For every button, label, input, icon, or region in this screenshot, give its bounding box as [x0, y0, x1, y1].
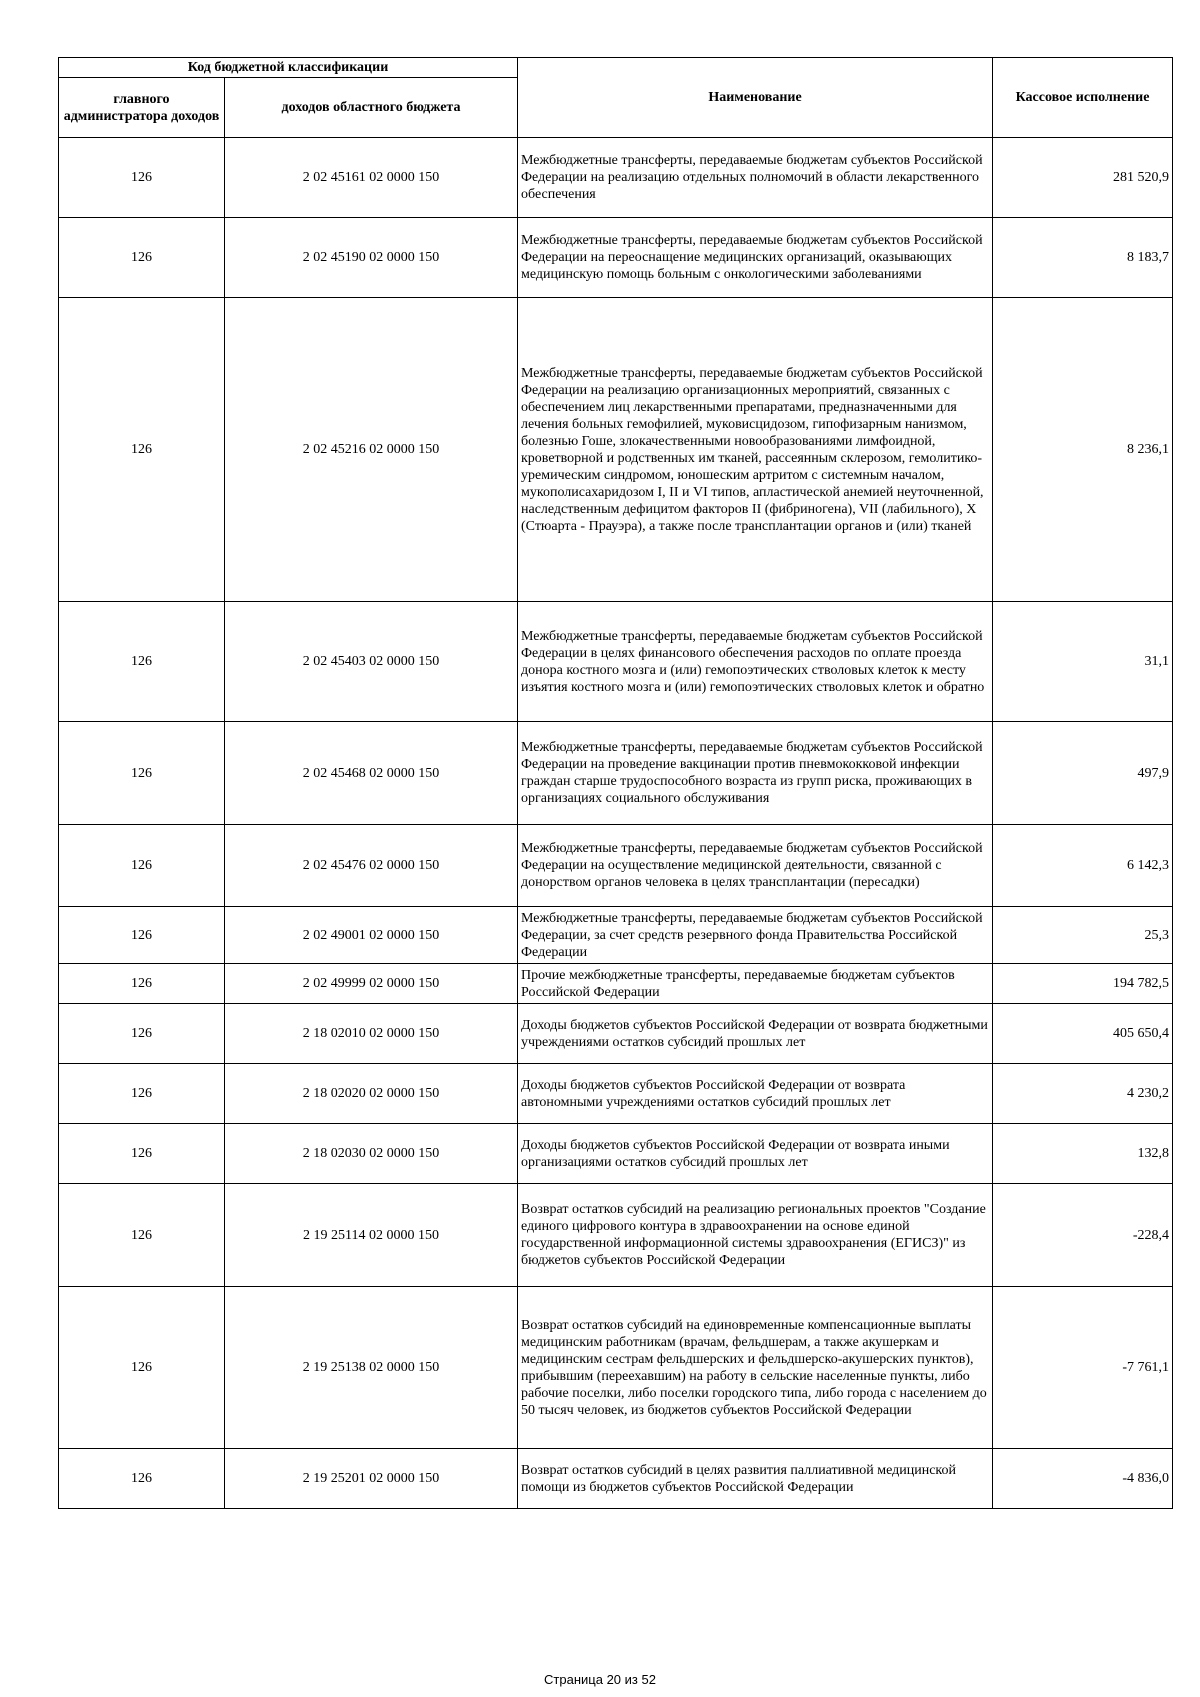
amount-cell: 8 183,7 — [993, 218, 1173, 298]
name-cell: Межбюджетные трансферты, передаваемые бюджетам субъектов Российской Федерации, за счет средств резервного фонда Правительства Российской Федерации — [518, 907, 993, 964]
admin-code-cell: 126 — [59, 1064, 225, 1124]
amount-cell: -228,4 — [993, 1184, 1173, 1287]
amount-cell: -4 836,0 — [993, 1449, 1173, 1509]
name-column-header: Наименование — [518, 58, 993, 138]
admin-code-cell: 126 — [59, 1004, 225, 1064]
amount-cell: -7 761,1 — [993, 1287, 1173, 1449]
table-row — [59, 907, 1173, 964]
income-code-cell: 2 19 25114 02 0000 150 — [225, 1184, 518, 1287]
income-code-cell: 2 02 45403 02 0000 150 — [225, 602, 518, 722]
budget-classification-header: Код бюджетной классификации — [59, 58, 518, 78]
income-code-cell: 2 02 45468 02 0000 150 — [225, 722, 518, 825]
admin-code-cell: 126 — [59, 138, 225, 218]
admin-code-cell: 126 — [59, 602, 225, 722]
income-code-cell: 2 19 25201 02 0000 150 — [225, 1449, 518, 1509]
table-row — [59, 825, 1173, 907]
amount-cell: 4 230,2 — [993, 1064, 1173, 1124]
table-row — [59, 1004, 1173, 1064]
table-body — [59, 138, 1173, 1509]
amount-cell: 405 650,4 — [993, 1004, 1173, 1064]
table-row — [59, 1124, 1173, 1184]
income-code-cell: 2 02 45216 02 0000 150 — [225, 298, 518, 602]
code-column-header: доходов областного бюджета — [225, 78, 518, 138]
name-cell: Межбюджетные трансферты, передаваемые бюджетам субъектов Российской Федерации на реализацию отдельных полномочий в области лекарственного обеспечения — [518, 138, 993, 218]
page-footer: Страница 20 из 52 — [544, 1672, 656, 1687]
admin-code-cell: 126 — [59, 1124, 225, 1184]
name-cell: Доходы бюджетов субъектов Российской Федерации от возврата бюджетными учреждениями остатков субсидий прошлых лет — [518, 1004, 993, 1064]
income-code-cell: 2 02 49999 02 0000 150 — [225, 964, 518, 1004]
income-code-cell: 2 18 02020 02 0000 150 — [225, 1064, 518, 1124]
amount-cell: 25,3 — [993, 907, 1173, 964]
name-cell: Возврат остатков субсидий на единовременные компенсационные выплаты медицинским работникам (врачам, фельдшерам, а также акушеркам и медицинским сестрам фельдшерских и фельдшерско-акушерских пунктов), прибывшим (переехавшим) на работу в сельские населенные пункты, либо рабочие поселки, либо поселки городского типа, либо города с населением до 50 тысяч человек, из бюджетов субъектов Российской Федерации — [518, 1287, 993, 1449]
table-row — [59, 218, 1173, 298]
name-cell: Межбюджетные трансферты, передаваемые бюджетам субъектов Российской Федерации на осуществление медицинской деятельности, связанной с донорством органов человека в целях трансплантации (пересадки) — [518, 825, 993, 907]
name-cell: Межбюджетные трансферты, передаваемые бюджетам субъектов Российской Федерации на реализацию организационных мероприятий, связанных с обеспечением лиц лекарственными препаратами, предназначенными для лечения больных гемофилией, муковисцидозом, гипофизарным нанизмом, болезнью Гоше, злокачественными новообразованиями лимфоидной, кроветворной и родственных им тканей, рассеянным склерозом, гемолитико-уремическим синдромом, юношеским артритом с системным началом, мукополисахаридозом I, II и VI типов, апластической анемией неуточненной, наследственным дефицитом факторов II (фибриногена), VII (лабильного), X (Стюарта - Прауэра), а также после трансплантации органов и (или) тканей — [518, 298, 993, 602]
admin-code-cell: 126 — [59, 964, 225, 1004]
name-cell: Межбюджетные трансферты, передаваемые бюджетам субъектов Российской Федерации в целях финансового обеспечения расходов по оплате проезда донора костного мозга и (или) гемопоэтических стволовых клеток к месту изъятия костного мозга и (или) гемопоэтических стволовых клеток и обратно — [518, 602, 993, 722]
table-row — [59, 1449, 1173, 1509]
table-row — [59, 964, 1173, 1004]
income-code-cell: 2 18 02030 02 0000 150 — [225, 1124, 518, 1184]
table-row — [59, 1064, 1173, 1124]
budget-table — [58, 57, 1173, 1509]
admin-code-cell: 126 — [59, 907, 225, 964]
admin-code-cell: 126 — [59, 298, 225, 602]
income-code-cell: 2 02 45161 02 0000 150 — [225, 138, 518, 218]
table-header — [59, 58, 1173, 138]
income-code-cell: 2 02 45190 02 0000 150 — [225, 218, 518, 298]
table-row — [59, 1287, 1173, 1449]
name-cell: Доходы бюджетов субъектов Российской Федерации от возврата автономными учреждениями остатков субсидий прошлых лет — [518, 1064, 993, 1124]
income-code-cell: 2 18 02010 02 0000 150 — [225, 1004, 518, 1064]
amount-cell: 132,8 — [993, 1124, 1173, 1184]
table-row — [59, 138, 1173, 218]
admin-column-header: главного администратора доходов — [59, 78, 225, 138]
admin-code-cell: 126 — [59, 1449, 225, 1509]
amount-cell: 497,9 — [993, 722, 1173, 825]
income-code-cell: 2 02 45476 02 0000 150 — [225, 825, 518, 907]
name-cell: Возврат остатков субсидий на реализацию региональных проектов "Создание единого цифрового контура в здравоохранении на основе единой государственной информационной системы здравоохранения (ЕГИСЗ)" из бюджетов субъектов Российской Федерации — [518, 1184, 993, 1287]
name-cell: Прочие межбюджетные трансферты, передаваемые бюджетам субъектов Российской Федерации — [518, 964, 993, 1004]
amount-cell: 31,1 — [993, 602, 1173, 722]
amount-cell: 8 236,1 — [993, 298, 1173, 602]
admin-code-cell: 126 — [59, 1184, 225, 1287]
admin-code-cell: 126 — [59, 825, 225, 907]
amount-cell: 281 520,9 — [993, 138, 1173, 218]
income-code-cell: 2 02 49001 02 0000 150 — [225, 907, 518, 964]
table-row — [59, 722, 1173, 825]
name-cell: Межбюджетные трансферты, передаваемые бюджетам субъектов Российской Федерации на переоснащение медицинских организаций, оказывающих медицинскую помощь больным с онкологическими заболеваниями — [518, 218, 993, 298]
amount-cell: 6 142,3 — [993, 825, 1173, 907]
admin-code-cell: 126 — [59, 722, 225, 825]
name-cell: Межбюджетные трансферты, передаваемые бюджетам субъектов Российской Федерации на проведение вакцинации против пневмококковой инфекции граждан старше трудоспособного возраста из групп риска, проживающих в организациях социального обслуживания — [518, 722, 993, 825]
table-row — [59, 298, 1173, 602]
amount-cell: 194 782,5 — [993, 964, 1173, 1004]
name-cell: Возврат остатков субсидий в целях развития паллиативной медицинской помощи из бюджетов субъектов Российской Федерации — [518, 1449, 993, 1509]
income-code-cell: 2 19 25138 02 0000 150 — [225, 1287, 518, 1449]
amount-column-header: Кассовое исполнение — [993, 58, 1173, 138]
table-row — [59, 1184, 1173, 1287]
admin-code-cell: 126 — [59, 218, 225, 298]
table-row — [59, 602, 1173, 722]
admin-code-cell: 126 — [59, 1287, 225, 1449]
name-cell: Доходы бюджетов субъектов Российской Федерации от возврата иными организациями остатков субсидий прошлых лет — [518, 1124, 993, 1184]
